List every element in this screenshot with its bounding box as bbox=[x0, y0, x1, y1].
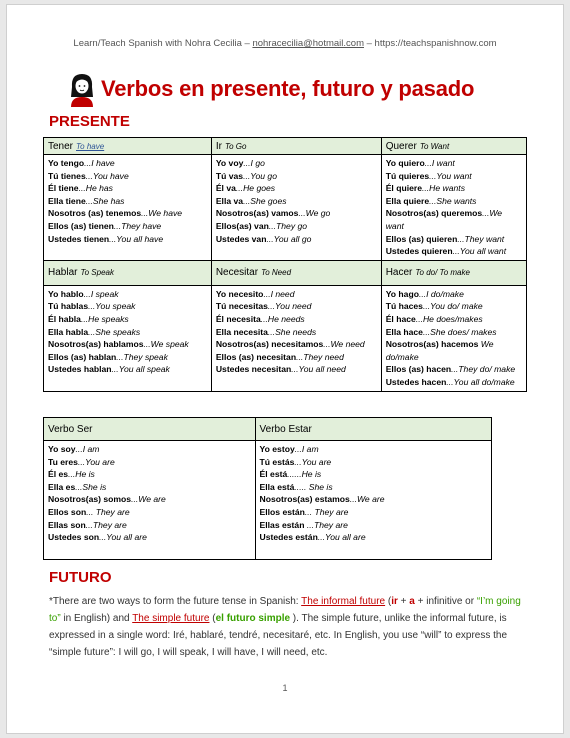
conjugation-line: Ellos (as) hablan...They speak bbox=[48, 351, 168, 362]
conjugation-line: Ellos (as) hacen...They do/ make bbox=[385, 364, 516, 375]
conjugation-line: Ellos (as) necesitan...They need bbox=[215, 351, 344, 362]
table-header-row bbox=[44, 418, 492, 441]
conjugation-line: Ustedes tienen...You all have bbox=[48, 233, 164, 244]
conjugation-line: Ella está..... She is bbox=[259, 481, 333, 492]
conjugation-line: Tú haces...You do/ make bbox=[385, 301, 483, 312]
girl-avatar-icon bbox=[67, 71, 97, 107]
futuro-paragraph: *There are two ways to form the future tense in Spanish: The informal future (ir + a + infinitive or “I’m going to” in English) and The simple future (el futuro simple ). The simple future, unlike the informal future, is expressed in a single word: Iré, hablaré, tendré, necesitaré, etc. In English, you use “will” to express the “simple future”: I will go, I will speak, I will have, I will need, etc. bbox=[49, 596, 521, 658]
conjugation-line: Yo hago...I do/make bbox=[385, 288, 464, 299]
presente-table bbox=[43, 137, 527, 392]
header-right: – https://teachspanishnow.com bbox=[364, 38, 497, 49]
conjugation-line: Ella necesita...She needs bbox=[215, 326, 317, 337]
document-page bbox=[6, 4, 564, 734]
conjugation-line: Nosotros(as) estamos...We are bbox=[259, 494, 385, 505]
conjugation-line: Él tiene...He has bbox=[48, 183, 113, 194]
conjugation-cell bbox=[44, 441, 256, 560]
conjugation-line: Ellos están... They are bbox=[259, 506, 349, 517]
conjugation-line: Yo quiero...I want bbox=[385, 158, 455, 168]
conjugation-line: Ella va...She goes bbox=[215, 195, 287, 206]
conjugation-line: Nosotros(as) somos...We are bbox=[48, 494, 166, 505]
conjugation-line: Ella tiene...She has bbox=[48, 195, 125, 206]
verb-header-hablar: Hablar To Speak bbox=[44, 260, 212, 285]
conjugation-line: Ella hace...She does/ makes bbox=[385, 326, 497, 337]
conjugation-line: Nosotros(as) necesitamos...We need bbox=[215, 339, 365, 350]
verb-header-tener: Tener To have bbox=[44, 138, 212, 155]
conjugation-line: Ella habla...She speaks bbox=[48, 326, 141, 337]
verb-header-estar: Verbo Estar bbox=[255, 418, 491, 441]
header-left: Learn/Teach Spanish with Nohra Cecilia – bbox=[73, 38, 253, 49]
conjugation-line: Ustedes necesitan...You all need bbox=[215, 364, 346, 375]
conjugation-line: Nosotros(as) hacemos We do/make bbox=[385, 339, 494, 362]
conjugation-cell bbox=[211, 285, 381, 391]
header-email-link[interactable]: nohracecilia@hotmail.com bbox=[252, 38, 364, 49]
conjugation-line: Yo voy...I go bbox=[215, 158, 265, 168]
conjugation-cell bbox=[44, 285, 212, 391]
conjugation-line: Ellas están ...They are bbox=[259, 519, 348, 530]
conjugation-line: Él va...He goes bbox=[215, 183, 276, 194]
table-header-row bbox=[44, 138, 527, 155]
conjugation-line: Nosotros(as) hablamos...We speak bbox=[48, 339, 189, 350]
verb-header-ir: Ir To Go bbox=[211, 138, 381, 155]
conjugation-line: Ustedes son...You all are bbox=[48, 532, 147, 543]
conjugation-line: Ustedes hablan...You all speak bbox=[48, 364, 170, 375]
verb-header-hacer: Hacer To do/ To make bbox=[381, 260, 526, 285]
conjugation-line: Nosotros(as) queremos...We want bbox=[385, 208, 503, 231]
table-row bbox=[44, 441, 492, 560]
conjugation-line: Tú necesitas...You need bbox=[215, 301, 312, 312]
verb-header-querer: Querer To Want bbox=[381, 138, 526, 155]
conjugation-cell bbox=[211, 155, 381, 261]
conjugation-line: Yo soy...I am bbox=[48, 444, 100, 454]
conjugation-line: Yo estoy...I am bbox=[259, 444, 319, 454]
verb-header-necesitar: Necesitar To Need bbox=[211, 260, 381, 285]
conjugation-line: Yo hablo...I speak bbox=[48, 288, 119, 299]
conjugation-line: Él hace...He does/makes bbox=[385, 313, 483, 324]
conjugation-line: Yo tengo...I have bbox=[48, 158, 115, 168]
conjugation-line: Ella quiere...She wants bbox=[385, 195, 477, 206]
ser-estar-table bbox=[43, 417, 492, 560]
conjugation-line: Ustedes hacen...You all do/make bbox=[385, 376, 515, 387]
conjugation-line: Nosotros(as) vamos...We go bbox=[215, 208, 331, 219]
table-header-row bbox=[44, 260, 527, 285]
conjugation-line: Tú estás...You are bbox=[259, 456, 332, 467]
conjugation-cell bbox=[381, 285, 526, 391]
conjugation-line: Tu eres...You are bbox=[48, 456, 115, 467]
page-header bbox=[7, 38, 563, 49]
section-futuro: FUTURO bbox=[49, 569, 112, 586]
conjugation-line: Él habla...He speaks bbox=[48, 313, 129, 324]
conjugation-line: Yo necesito...I need bbox=[215, 288, 295, 299]
table-row bbox=[44, 285, 527, 391]
conjugation-line: Tú hablas...You speak bbox=[48, 301, 136, 312]
conjugation-line: Ellos (as) quieren...They want bbox=[385, 233, 505, 244]
conjugation-line: Ellos son... They are bbox=[48, 506, 130, 517]
conjugation-line: Nosotros (as) tenemos...We have bbox=[48, 208, 183, 219]
conjugation-line: Él quiere...He wants bbox=[385, 183, 465, 194]
conjugation-line: Tú quieres...You want bbox=[385, 170, 472, 181]
conjugation-line: Ustedes están...You all are bbox=[259, 532, 366, 543]
section-presente: PRESENTE bbox=[49, 113, 130, 130]
conjugation-line: Ellos(as) van...They go bbox=[215, 220, 308, 231]
conjugation-line: Tú tienes...You have bbox=[48, 170, 129, 181]
title-row bbox=[67, 71, 474, 107]
table-row bbox=[44, 155, 527, 261]
simple-future-link: The simple future bbox=[132, 613, 210, 624]
conjugation-line: Ella es...She is bbox=[48, 481, 107, 492]
conjugation-line: Ellos (as) tienen...They have bbox=[48, 220, 162, 231]
conjugation-line: Ustedes van...You all go bbox=[215, 233, 312, 244]
conjugation-line: Él es...He is bbox=[48, 469, 95, 480]
conjugation-cell bbox=[381, 155, 526, 261]
conjugation-cell bbox=[44, 155, 212, 261]
informal-future-link: The informal future bbox=[301, 596, 386, 607]
verb-header-ser: Verbo Ser bbox=[44, 418, 256, 441]
conjugation-line: Tú vas...You go bbox=[215, 170, 277, 181]
page-title: Verbos en presente, futuro y pasado bbox=[101, 76, 475, 101]
page-number: 1 bbox=[282, 683, 288, 693]
conjugation-line: Él está......He is bbox=[259, 469, 322, 480]
conjugation-cell bbox=[255, 441, 491, 560]
conjugation-line: Ellas son...They are bbox=[48, 519, 127, 530]
conjugation-line: Ustedes quieren...You all want bbox=[385, 246, 507, 257]
conjugation-line: Él necesita...He needs bbox=[215, 313, 305, 324]
